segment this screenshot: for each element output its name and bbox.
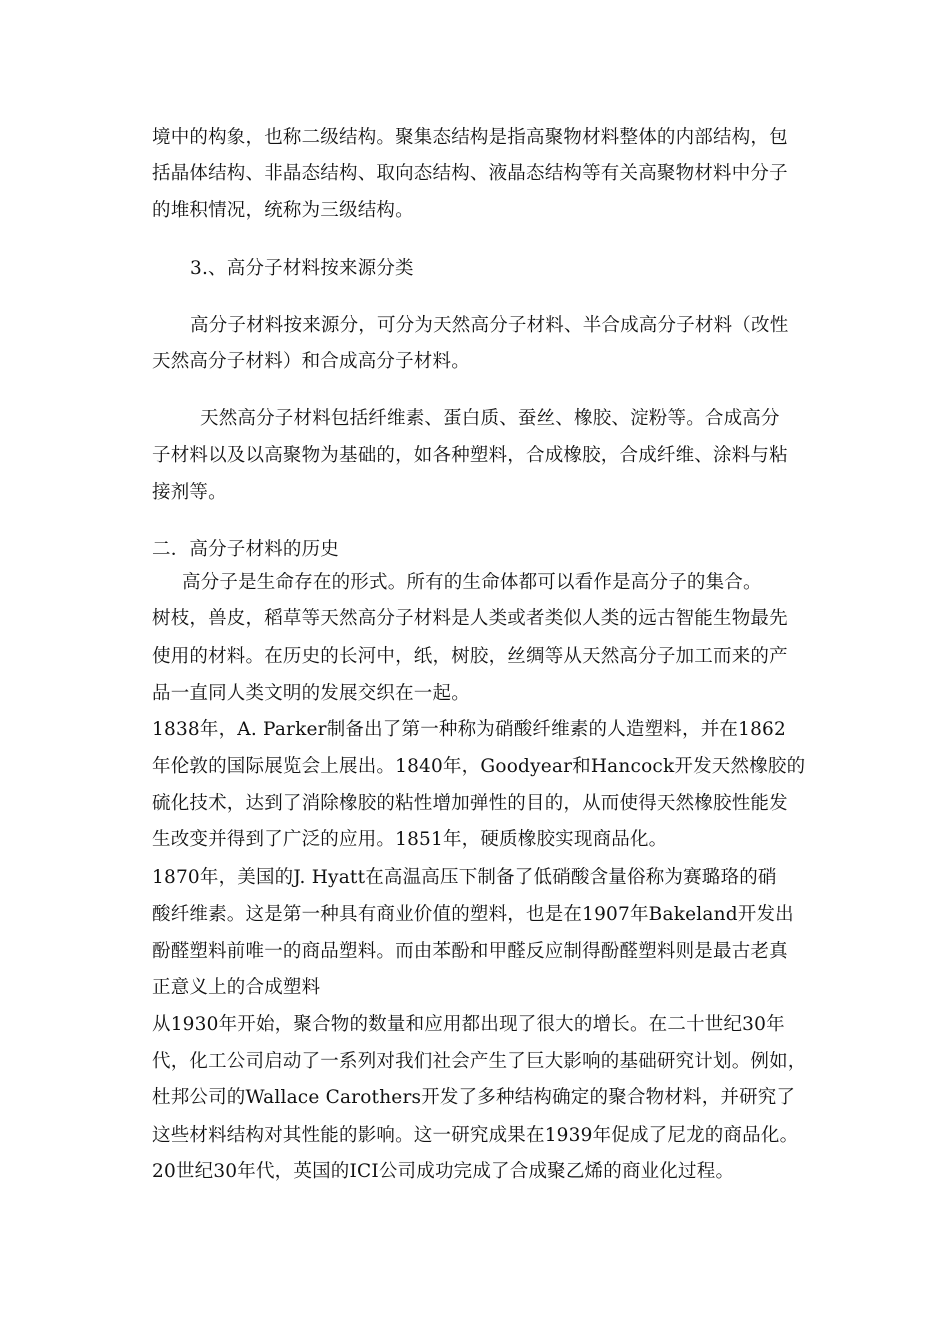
text-line: 境中的构象，也称二级结构。聚集态结构是指高聚物材料整体的内部结构，包: [152, 127, 788, 148]
text-line: 年伦敦的国际展览会上展出。1840年，Goodyear和Hancock开发天然橡胶的: [152, 756, 806, 777]
text-line: 树枝，兽皮，稻草等天然高分子材料是人类或者类似人类的远古智能生物最先: [152, 608, 788, 629]
text-line: 高分子是生命存在的形式。所有的生命体都可以看作是高分子的集合。: [182, 572, 762, 593]
text-line: 代，化工公司启动了一系列对我们社会产生了巨大影响的基础研究计划。例如，: [152, 1051, 807, 1072]
text-line: 接剂等。: [152, 482, 227, 503]
text-line: 高分子材料按来源分，可分为天然高分子材料、半合成高分子材料（改性: [190, 315, 789, 336]
text-line: 1838年，A. Parker制备出了第一种称为硝酸纤维素的人造塑料，并在1862: [152, 719, 786, 740]
text-line: 这些材料结构对其性能的影响。这一研究成果在1939年促成了尼龙的商品化。: [152, 1125, 799, 1146]
text-line: 硫化技术，达到了消除橡胶的粘性增加弹性的目的，从而使得天然橡胶性能发: [152, 793, 788, 814]
section-heading: 二．高分子材料的历史: [152, 539, 340, 560]
text-line: 括晶体结构、非晶态结构、取向态结构、液晶态结构等有关高聚物材料中分子: [152, 163, 788, 184]
text-line: 杜邦公司的Wallace Carothers开发了多种结构确定的聚合物材料，并研究了: [152, 1087, 796, 1108]
text-line: 天然高分子材料）和合成高分子材料。: [152, 351, 470, 372]
text-line: 使用的材料。在历史的长河中，纸，树胶，丝绸等从天然高分子加工而来的产: [152, 646, 788, 667]
text-line: 子材料以及以高聚物为基础的，如各种塑料，合成橡胶，合成纤维、涂料与粘: [152, 445, 788, 466]
text-line: 酸纤维素。这是第一种具有商业价值的塑料，也是在1907年Bakeland开发出: [152, 904, 794, 925]
text-line: 品一直同人类文明的发展交织在一起。: [152, 683, 470, 704]
section-heading: 3.、高分子材料按来源分类: [190, 258, 414, 279]
text-line: 1870年，美国的J. Hyatt在高温高压下制备了低硝酸含量俗称为赛璐珞的硝: [152, 867, 777, 888]
text-line: 20世纪30年代，英国的ICI公司成功完成了合成聚乙烯的商业化过程。: [152, 1161, 735, 1182]
text-line: 生改变并得到了广泛的应用。1851年，硬质橡胶实现商品化。: [152, 829, 668, 850]
text-line: 的堆积情况，统称为三级结构。: [152, 200, 414, 221]
text-line: 天然高分子材料包括纤维素、蛋白质、蚕丝、橡胶、淀粉等。合成高分: [200, 408, 780, 429]
text-line: 酚醛塑料前唯一的商品塑料。而由苯酚和甲醛反应制得酚醛塑料则是最古老真: [152, 941, 788, 962]
text-line: 从1930年开始，聚合物的数量和应用都出现了很大的增长。在二十世纪30年: [152, 1014, 785, 1035]
text-line: 正意义上的合成塑料: [152, 977, 321, 998]
